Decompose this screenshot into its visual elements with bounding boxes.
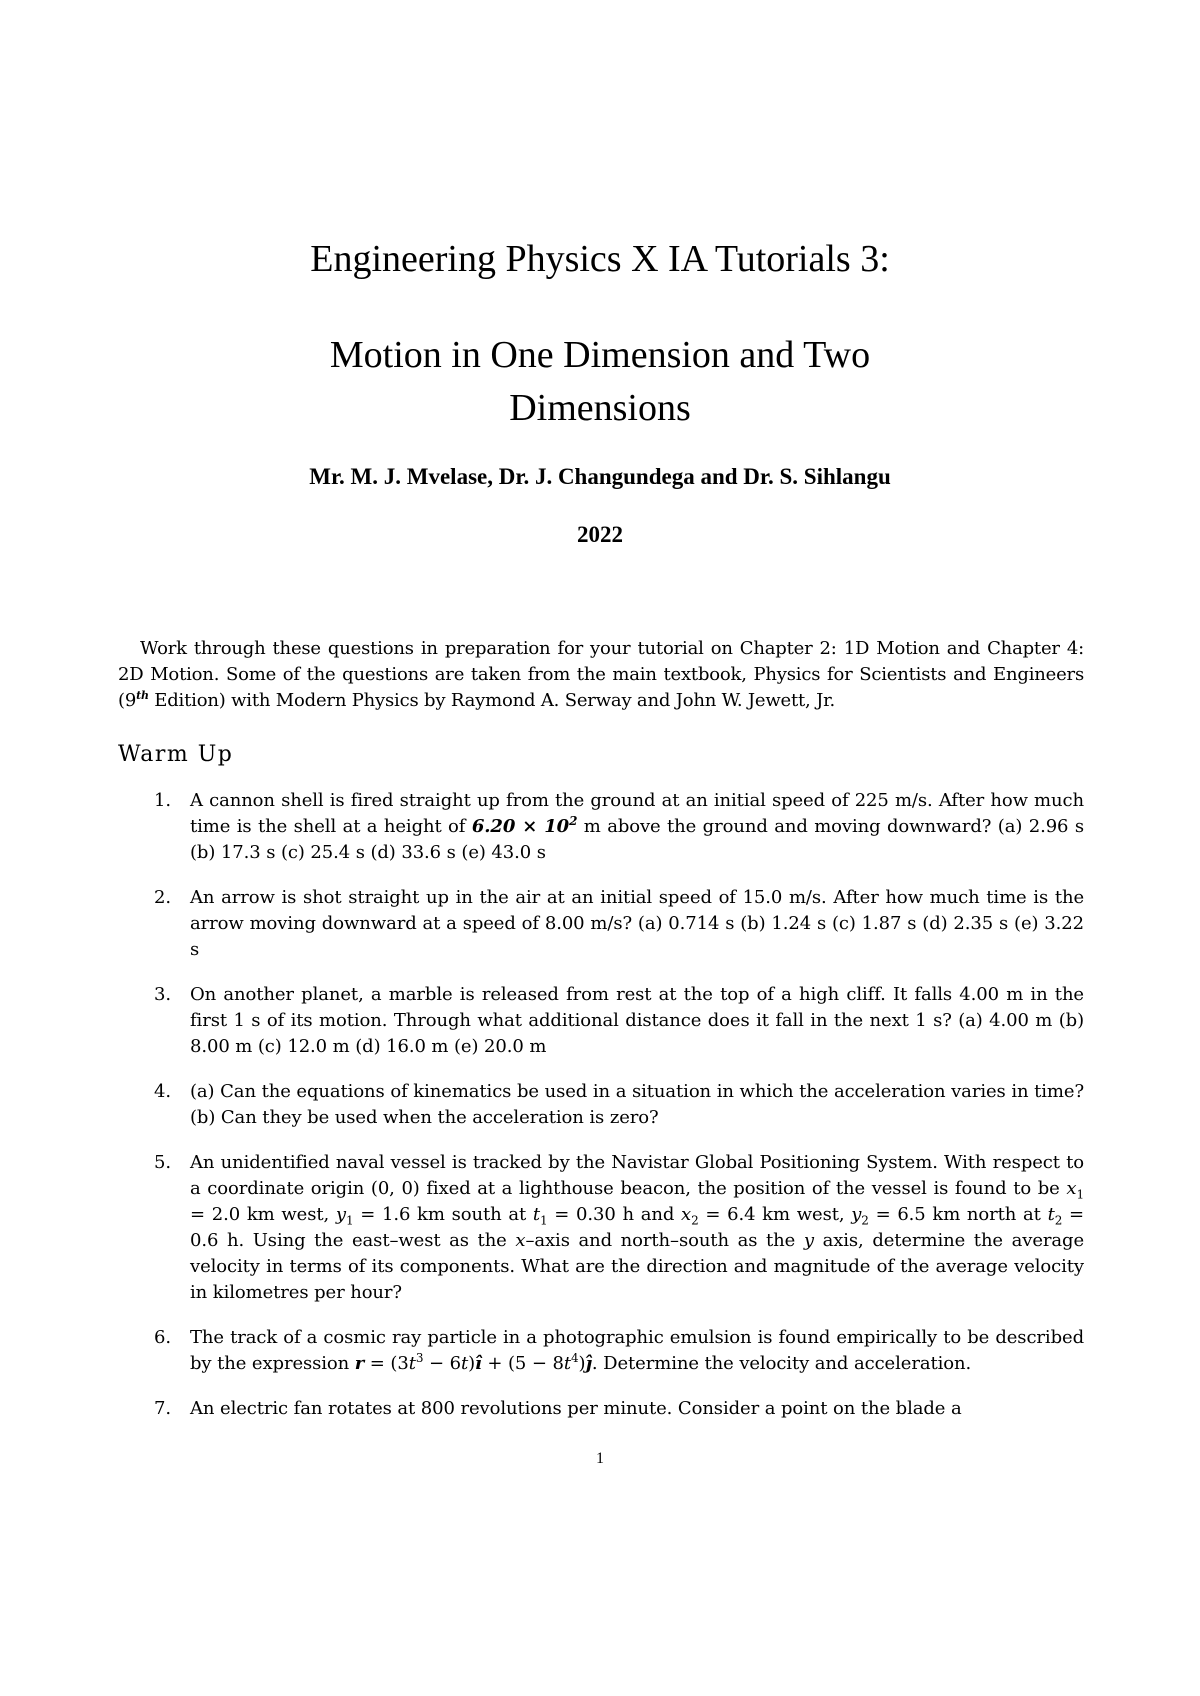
math-text: + (5 − 8 xyxy=(481,1353,564,1374)
question-number: 7. xyxy=(154,1398,171,1419)
question-text: An unidentified naval vessel is tracked by the Navistar Global Positioning System. With respect to a coordinate origin (0, 0) fixed at a lighthouse beacon, the position of the vessel is found to be xyxy=(190,1152,1084,1199)
authors: Mr. M. J. Mvelase, Dr. J. Changundega and Dr. S. Sihlangu xyxy=(309,464,891,489)
question-text: An electric fan rotates at 800 revolutions per minute. Consider a point on the blade a xyxy=(190,1398,962,1419)
math-subscript: 1 xyxy=(1076,1187,1084,1202)
question-4 xyxy=(118,1079,1084,1131)
math-variable-y: y xyxy=(803,1230,814,1251)
math-text: − 6 xyxy=(423,1353,461,1374)
question-number: 2. xyxy=(154,887,171,908)
math-subscript: 2 xyxy=(691,1213,699,1228)
math-exponent: 3 xyxy=(415,1351,424,1365)
question-number: 6. xyxy=(154,1327,171,1348)
math-variable-y: y xyxy=(335,1204,346,1225)
math-text: = (3 xyxy=(364,1353,409,1374)
document-title-line-2: Motion in One Dimension and Two xyxy=(329,334,871,376)
question-number: 3. xyxy=(154,984,171,1005)
math-variable-x: x xyxy=(1066,1178,1077,1199)
question-6 xyxy=(118,1325,1084,1377)
math-unit-vector-i: î xyxy=(475,1353,482,1374)
question-5 xyxy=(118,1150,1084,1306)
math-variable-t: t xyxy=(532,1204,540,1225)
question-text: . Determine the velocity and acceleration. xyxy=(591,1353,972,1374)
question-text: = 6.5 km north at xyxy=(868,1204,1048,1225)
question-text: A cannon shell is fired straight up from the ground at an initial speed of 225 m/s. After how much time is the shell at a height of xyxy=(190,790,1084,837)
question-text: An arrow is shot straight up in the air at an initial speed of 15.0 m/s. After how much time is the arrow moving downward at a speed of 8.00 m/s? (a) 0.714 s (b) 1.24 s (c) 1.87 s (d) 2.35 s (e) 3.22 s xyxy=(190,887,1084,960)
math-subscript: 1 xyxy=(539,1213,548,1228)
math-variable-t: t xyxy=(563,1353,571,1374)
math-unit-vector-j: ĵ xyxy=(585,1353,592,1374)
math-variable-y: y xyxy=(851,1204,862,1225)
question-text: –axis and north–south as the xyxy=(525,1230,804,1251)
year: 2022 xyxy=(577,522,623,547)
question-number: 4. xyxy=(154,1081,171,1102)
math-subscript: 1 xyxy=(345,1213,354,1228)
question-text: On another planet, a marble is released from rest at the top of a high cliff. It falls 4.00 m in the first 1 s of its motion. Through what additional distance does it fall in the next 1 s? (a) 4.00 m (b) 8.00 m (c) 12.0 m (d) 16.0 m (e) 20.0 m xyxy=(190,984,1084,1057)
question-text: = 1.6 km south at xyxy=(353,1204,533,1225)
question-1 xyxy=(118,788,1084,866)
question-text: = 0.30 h and xyxy=(547,1204,681,1225)
math-text: ) xyxy=(468,1353,476,1374)
intro-text-after: Edition) with Modern Physics by Raymond A. Serway and John W. Jewett, Jr. xyxy=(148,690,836,711)
math-variable-x: x xyxy=(515,1230,526,1251)
math-variable-t: t xyxy=(408,1353,416,1374)
math-exponent: 4 xyxy=(571,1351,579,1365)
math-variable-x: x xyxy=(681,1204,692,1225)
intro-paragraph xyxy=(118,636,1084,714)
section-heading-warm-up: Warm Up xyxy=(118,742,234,767)
math-exponent: 2 xyxy=(569,814,578,828)
math-text: ) xyxy=(578,1353,586,1374)
question-text: The track of a cosmic ray particle in a photographic emulsion is found empirically to be described by the expression xyxy=(190,1327,1084,1374)
document-title-line-1: Engineering Physics X IA Tutorials 3: xyxy=(310,238,890,280)
math-expression: 6.20 × 10 xyxy=(471,816,570,837)
intro-text-before: Work through these questions in preparation for your tutorial on Chapter 2: 1D Motion and Chapter 4: 2D Motion. Some of the questions are taken from the main textbook, Physics for Scientists and Engineers (9 xyxy=(118,638,1084,711)
question-2 xyxy=(118,885,1084,963)
math-subscript: 2 xyxy=(861,1213,869,1228)
question-number: 5. xyxy=(154,1152,171,1173)
question-text: = 0.6 h. Using the east–west as the xyxy=(190,1204,1085,1251)
page-number: 1 xyxy=(596,1450,604,1467)
question-text: m above the ground and moving downward? (a) 2.96 s (b) 17.3 s (c) 25.4 s (d) 33.6 s (e) 43.0 s xyxy=(190,816,1084,863)
question-text: = 2.0 km west, xyxy=(190,1204,336,1225)
math-variable-t: t xyxy=(460,1353,469,1374)
math-subscript: 2 xyxy=(1054,1213,1063,1228)
math-variable-t: t xyxy=(1047,1204,1055,1225)
question-3 xyxy=(118,982,1084,1060)
question-text: (a) Can the equations of kinematics be used in a situation in which the acceleration varies in time? (b) Can they be used when the acceleration is zero? xyxy=(190,1081,1084,1128)
question-number: 1. xyxy=(154,790,171,811)
math-vector-r: r xyxy=(354,1353,365,1374)
document-title-line-3: Dimensions xyxy=(509,387,691,429)
question-text: axis, determine the average velocity in terms of its components. What are the direction and magnitude of the average velocity in kilometres per hour? xyxy=(190,1230,1085,1303)
question-list xyxy=(118,788,1084,1441)
intro-superscript: th xyxy=(136,689,149,702)
question-text: = 6.4 km west, xyxy=(698,1204,852,1225)
question-7 xyxy=(118,1396,1084,1422)
